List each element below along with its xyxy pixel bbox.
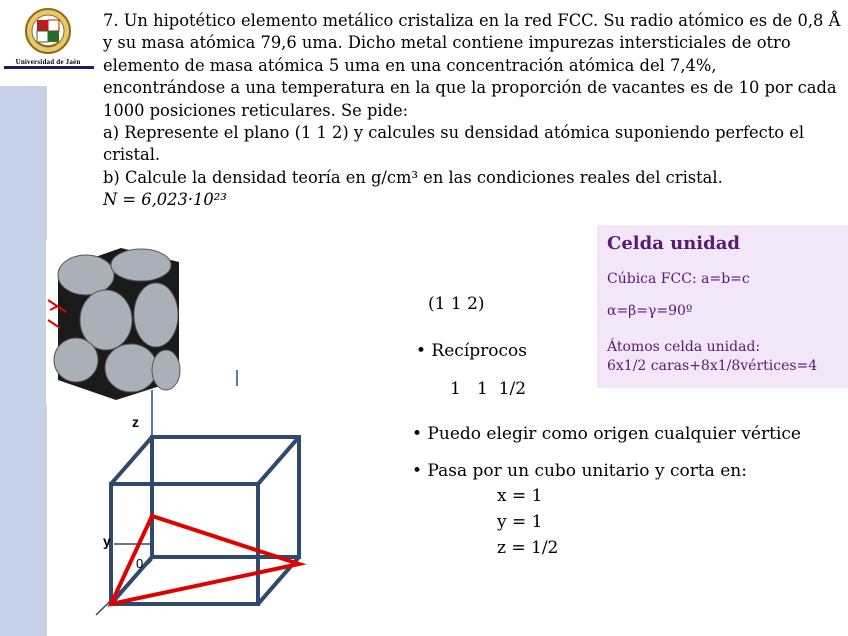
- axis-label-z: z: [132, 414, 139, 430]
- origin-label: 0: [136, 556, 144, 571]
- problem-intro: 7. Un hipotético elemento metálico cristaliza en la red FCC. Su radio atómico es de 0,8 Å y su masa atómica 79,6 uma. Dicho metal contiene impurezas intersticiales de otro elemento de masa atómica 5 uma en una concentración atómica del 7,4%, encontrándose a una temperatura en la que la proporción de vacantes es de 10 por cada 1000 posiciones reticulares. Se pide:: [103, 11, 841, 120]
- avogadro-constant: N = 6,023·10²³: [103, 190, 227, 210]
- logo-underline: [4, 66, 94, 69]
- celda-angles: α=β=γ=90º: [607, 303, 693, 319]
- cube-edges: [111, 437, 299, 604]
- celda-cubic-fcc: Cúbica FCC: a=b=c: [607, 271, 750, 287]
- celda-atoms-label: Átomos celda unidad:: [607, 339, 761, 355]
- small-mark: [234, 368, 240, 388]
- axis-label-y: y: [103, 533, 111, 549]
- university-logo: [4, 4, 92, 84]
- intercept-y: y = 1: [497, 512, 543, 532]
- left-decorative-bar: [0, 86, 47, 636]
- university-name: Universidad de Jaén: [15, 58, 81, 66]
- celda-atoms-calc: 6x1/2 caras+8x1/8vértices=4: [607, 358, 818, 374]
- celda-atoms: [607, 338, 817, 376]
- intercept-x: x = 1: [497, 486, 543, 506]
- problem-statement: [103, 10, 841, 212]
- problem-part-a: a) Represente el plano (1 1 2) y calcules su densidad atómica suponiendo perfecto el cristal.: [103, 123, 805, 165]
- celda-unidad-box: [597, 225, 848, 388]
- pasa-note: • Pasa por un cubo unitario y corta en:: [412, 461, 747, 481]
- plane-label: (1 1 2): [428, 294, 485, 314]
- reciprocos-label: • Recíprocos: [416, 341, 527, 361]
- fcc-cube-illustration: [46, 240, 186, 405]
- university-crest-icon: [4, 4, 92, 60]
- unit-cube-diagram: [90, 390, 320, 630]
- problem-part-b: b) Calcule la densidad teoría en g/cm³ en las condiciones reales del cristal.: [103, 167, 723, 187]
- celda-title: Celda unidad: [607, 233, 740, 254]
- reciprocos-values: 1 1 1/2: [450, 379, 527, 399]
- intercept-z: z = 1/2: [497, 538, 559, 558]
- origen-note: • Puedo elegir como origen cualquier vértice: [412, 424, 801, 444]
